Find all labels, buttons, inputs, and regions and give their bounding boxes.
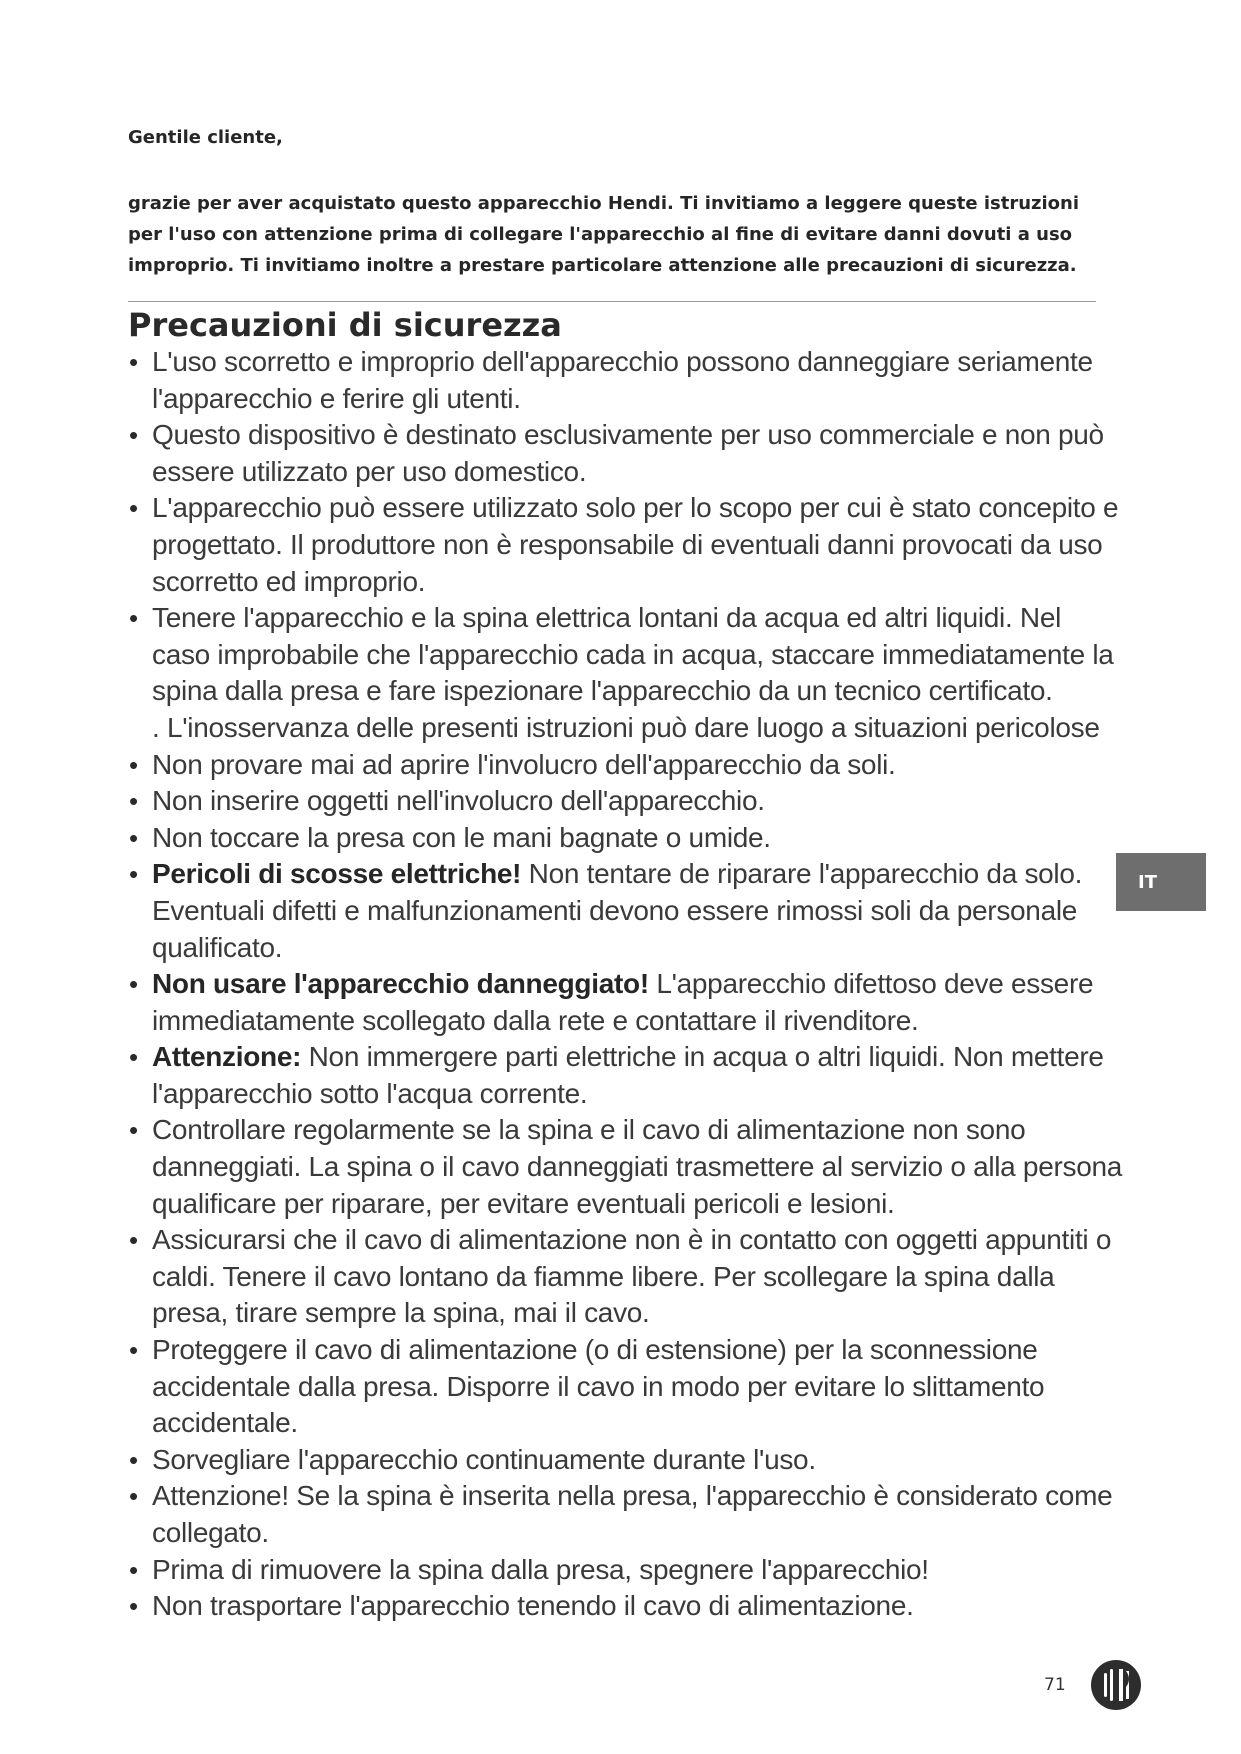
bullet-icon: •	[129, 603, 138, 634]
bullet-icon: •	[129, 420, 138, 451]
bullet-icon: •	[129, 969, 138, 1000]
list-item	[128, 1442, 1124, 1479]
page-number: 71	[1044, 1675, 1066, 1695]
item-strong: Non usare l'apparecchio danneggiato!	[152, 968, 649, 1000]
list-item	[128, 1552, 1124, 1589]
item-text: . L'inosservanza delle presenti istruzioni può dare luogo a situazioni pericolose	[152, 711, 1100, 743]
safety-list	[128, 344, 1124, 1625]
language-tab: IT	[1116, 853, 1206, 911]
item-strong: Pericoli di scosse elettriche!	[152, 858, 522, 890]
section-divider	[128, 301, 1096, 302]
bullet-icon: •	[129, 859, 138, 890]
item-text: Non immergere parti elettriche in acqua o altri liquidi. Non mettere l'apparecchio sotto l'acqua corrente.	[152, 1041, 1104, 1109]
list-item	[128, 820, 1124, 857]
list-item	[128, 490, 1124, 600]
item-text: Non trasportare l'apparecchio tenendo il cavo di alimentazione.	[152, 1590, 914, 1622]
section-title: Precauzioni di sicurezza	[128, 306, 562, 344]
bullet-icon: •	[129, 822, 138, 853]
item-text: Sorvegliare l'apparecchio continuamente durante l'uso.	[152, 1443, 816, 1475]
list-item	[128, 783, 1124, 820]
item-text: Non inserire oggetti nell'involucro dell'apparecchio.	[152, 785, 765, 817]
item-text: Attenzione! Se la spina è inserita nella presa, l'apparecchio è considerato come collegato.	[152, 1480, 1113, 1548]
list-item	[128, 1478, 1124, 1551]
item-text: Non tentare de riparare l'apparecchio da solo. Eventuali difetti e malfunzionamenti devono essere rimossi soli da personale qualificato.	[152, 858, 1083, 963]
list-item	[128, 747, 1124, 784]
greeting: Gentile cliente,	[128, 127, 283, 148]
hendi-logo-icon	[1090, 1659, 1142, 1711]
item-text: Non provare mai ad aprire l'involucro dell'apparecchio da soli.	[152, 748, 896, 780]
item-text: L'apparecchio può essere utilizzato solo per lo scopo per cui è stato concepito e progettato. Il produttore non è responsabile di eventuali danni provocati da uso scorretto ed improprio.	[152, 492, 1119, 597]
bullet-icon: •	[129, 1042, 138, 1073]
item-text: Tenere l'apparecchio e la spina elettrica lontani da acqua ed altri liquidi. Nel caso improbabile che l'apparecchio cada in acqua, staccare immediatamente la spina dalla presa e fare ispezionare l'apparecchio da un tecnico certificato.	[152, 602, 1114, 707]
list-item	[128, 1039, 1124, 1112]
bullet-icon: •	[129, 749, 138, 780]
list-item	[128, 856, 1124, 966]
bullet-icon: •	[129, 786, 138, 817]
list-item	[128, 966, 1124, 1039]
bullet-icon: •	[129, 1591, 138, 1622]
bullet-icon: •	[129, 1554, 138, 1585]
bullet-icon: •	[129, 493, 138, 524]
list-item	[128, 600, 1124, 710]
bullet-icon: •	[129, 1115, 138, 1146]
item-text: Prima di rimuovere la spina dalla presa, spegnere l'apparecchio!	[152, 1553, 929, 1585]
item-text: Non toccare la presa con le mani bagnate o umide.	[152, 821, 771, 853]
intro-paragraph: grazie per aver acquistato questo apparecchio Hendi. Ti invitiamo a leggere queste istruzioni per l'uso con attenzione prima di collegare l'apparecchio al fine di evitare danni dovuti a uso improprio. Ti invitiamo inoltre a prestare particolare attenzione alle precauzioni di sicurezza.	[128, 193, 1080, 276]
list-item	[128, 1588, 1124, 1625]
list-item	[128, 344, 1124, 417]
list-note	[128, 710, 1124, 747]
item-text: Questo dispositivo è destinato esclusivamente per uso commerciale e non può essere utilizzato per uso domestico.	[152, 419, 1104, 487]
list-item	[128, 1222, 1124, 1332]
bullet-icon: •	[129, 347, 138, 377]
list-item	[128, 417, 1124, 490]
item-text: Controllare regolarmente se la spina e il cavo di alimentazione non sono danneggiati. La spina o il cavo danneggiati trasmettere al servizio o alla persona qualificare per riparare, per evitare eventuali pericoli e lesioni.	[152, 1114, 1123, 1219]
list-item	[128, 1112, 1124, 1222]
item-text: Assicurarsi che il cavo di alimentazione non è in contatto con oggetti appuntiti o caldi. Tenere il cavo lontano da fiamme libere. Per scollegare la spina dalla presa, tirare sempre la spina, mai il cavo.	[152, 1224, 1112, 1329]
item-text: Proteggere il cavo di alimentazione (o di estensione) per la sconnessione accidentale dalla presa. Disporre il cavo in modo per evitare lo slittamento accidentale.	[152, 1334, 1045, 1439]
bullet-icon: •	[129, 1481, 138, 1512]
list-item	[128, 1332, 1124, 1442]
bullet-icon: •	[129, 1335, 138, 1366]
bullet-icon: •	[129, 1225, 138, 1256]
item-text: L'apparecchio difettoso deve essere immediatamente scollegato dalla rete e contattare il rivenditore.	[152, 968, 1094, 1036]
item-text: L'uso scorretto e improprio dell'apparecchio possono danneggiare seriamente l'apparecchio e ferire gli utenti.	[152, 346, 1093, 414]
item-strong: Attenzione:	[152, 1041, 302, 1073]
bullet-icon: •	[129, 1444, 138, 1475]
